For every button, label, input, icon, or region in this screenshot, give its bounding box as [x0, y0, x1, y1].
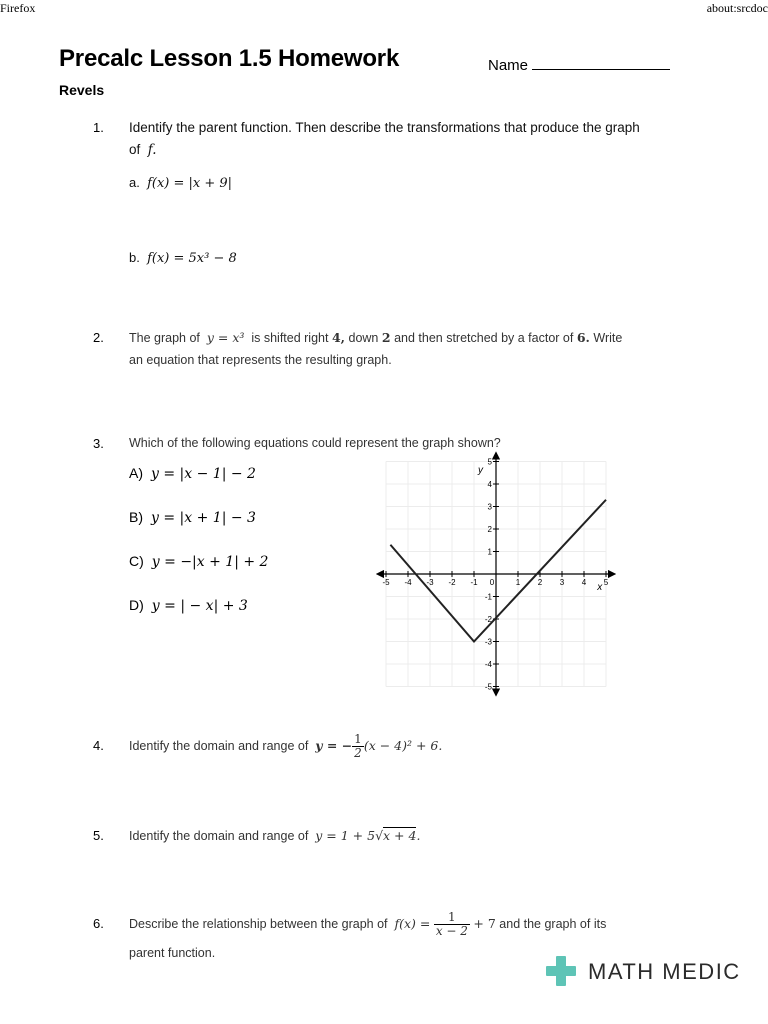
q6-number: 6. [93, 916, 104, 931]
x-tick-label: 3 [559, 578, 565, 587]
q3-option-c[interactable] [129, 553, 268, 570]
y-tick-label: 5 [487, 457, 492, 467]
q4-fraction [352, 733, 364, 760]
q5-number: 5. [93, 828, 104, 843]
q6-frac-denominator: x − 2 [435, 924, 468, 939]
x-tick-label: -2 [448, 578, 456, 587]
q1b-label: b. [129, 250, 140, 265]
x-tick-label: -5 [382, 578, 390, 587]
q3-option-b-label: B) [129, 509, 143, 525]
q3-option-c-expr: y = −|x + 1| + 2 [151, 554, 269, 570]
x-tick-label: 0 [489, 578, 495, 587]
q2-eq: y = x³ [206, 330, 245, 345]
q6-eq-pre: f(x) = [394, 916, 431, 931]
q2-t1: The graph of [129, 331, 200, 345]
q1a-label: a. [129, 175, 140, 190]
q1-text: Identify the parent function. Then describe the transformations that produce the graph [129, 120, 640, 135]
q1a-expr: f(x) = |x + 9| [147, 176, 233, 191]
q5-eq-pre: y = 1 + 5 [315, 828, 376, 843]
q5-eq-post: . [416, 828, 421, 843]
q3-number: 3. [93, 436, 104, 451]
x-tick-label: -1 [470, 578, 478, 587]
y-axis-label: y [478, 464, 483, 476]
q2-text-line2: an equation that represents the resulting graph. [129, 353, 392, 367]
q4-frac-denominator: 2 [354, 746, 362, 761]
q2-number: 2. [93, 330, 104, 345]
q5-text [129, 828, 420, 843]
q1a [129, 175, 232, 191]
browser-url: about:srcdoc [706, 1, 768, 15]
q6-text [129, 904, 606, 944]
x-tick-label: -3 [426, 578, 434, 587]
x-tick-label: 4 [581, 578, 587, 587]
q1b [129, 250, 237, 266]
q2-v1: 4, [331, 330, 346, 345]
y-tick-label: 2 [487, 525, 492, 534]
teacher-name: Revels [59, 82, 105, 98]
q5-label: Identify the domain and range of [129, 829, 309, 843]
q3-option-b-expr: y = |x + 1| − 3 [151, 510, 256, 526]
q2-v2: 2 [381, 330, 391, 345]
q3-option-d-label: D) [129, 597, 144, 613]
q2-t4: and then stretched by a factor of [394, 331, 574, 345]
q2-t5: Write [593, 331, 623, 345]
q3-option-a-label: A) [129, 465, 143, 481]
y-tick-label: -4 [484, 660, 492, 669]
y-tick-label: 3 [487, 502, 492, 512]
q4-text [129, 728, 442, 764]
q3-option-b[interactable] [129, 509, 256, 526]
name-label: Name [488, 57, 529, 74]
q4-eq-pre: y = − [315, 738, 353, 753]
y-tick-label: -3 [484, 637, 492, 647]
q1b-expr: f(x) = 5x³ − 8 [147, 251, 237, 266]
x-tick-label: -4 [404, 578, 412, 587]
q4-frac-numerator: 1 [354, 732, 362, 747]
q6-t1: Describe the relationship between the graph of [129, 917, 388, 931]
q2-t3: down [348, 331, 379, 345]
q6-frac-numerator: 1 [434, 911, 470, 925]
q1-var: f. [147, 142, 157, 158]
q3-option-c-label: C) [129, 553, 144, 569]
name-field [488, 55, 670, 74]
q3-option-d-expr: y = | − x| + 3 [151, 598, 248, 614]
q3-option-a-expr: y = |x − 1| − 2 [151, 466, 256, 482]
q6-fraction [434, 911, 470, 938]
q1-number: 1. [93, 120, 104, 135]
q2-v3: 6. [576, 330, 590, 345]
y-tick-label: -5 [484, 682, 492, 692]
page-title: Precalc Lesson 1.5 Homework [59, 45, 400, 72]
math-medic-logo-text: MATH MEDIC [588, 959, 741, 984]
sqrt-icon: √ [375, 828, 384, 843]
name-underline[interactable] [532, 55, 670, 70]
q2-text [129, 330, 622, 345]
q3-text: Which of the following equations could represent the graph shown? [129, 436, 501, 450]
x-tick-label: 5 [603, 578, 609, 587]
browser-title: Firefox [0, 1, 36, 15]
y-tick-label: 1 [487, 547, 492, 557]
q6-text-line2: parent function. [129, 946, 216, 960]
graph-series-line [390, 500, 606, 642]
x-tick-label: 2 [537, 578, 543, 587]
q4-label: Identify the domain and range of [129, 739, 309, 753]
y-tick-label: 4 [487, 480, 492, 489]
x-axis-label: x [597, 582, 603, 593]
q4-number: 4. [93, 738, 104, 753]
q1-text-line2 [129, 142, 157, 158]
q2-t2: is shifted right [251, 331, 329, 345]
q3-option-a[interactable] [129, 465, 256, 482]
math-medic-cross-icon [546, 956, 576, 986]
y-tick-label: -2 [484, 615, 492, 624]
q4-eq-post: (x − 4)² + 6. [363, 738, 443, 753]
x-tick-label: 1 [515, 578, 521, 587]
q3-graph [382, 457, 610, 692]
q6-eq-post: + 7 [473, 916, 496, 931]
q6-t2: and the graph of its [499, 917, 607, 931]
q3-option-d[interactable] [129, 597, 248, 614]
q5-radicand: x + 4 [383, 828, 417, 843]
y-tick-label: -1 [484, 592, 492, 602]
q1-of: of [129, 142, 141, 157]
